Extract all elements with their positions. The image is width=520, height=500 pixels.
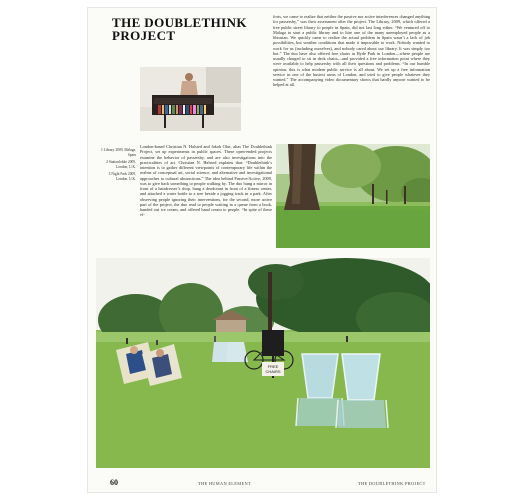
- body-paragraph: forts, we came to realize that neither the passive nor active interferences changed anything for passersby,” was their assessment after the project. The Library, 2009, which offered a free public street library to people in Spain, did not last long either. “We ventured off to Malaga to start a public library and to hire one of the many unemployed people as a librarian. We quickly came to realize the actual problem in Spain wasn’t a lack of job possibilities, but weather conditions that made it impossible to work. Nobody wanted to work for us (including ourselves), and nobody cared about our library. It was simply too hot.” The duo have also offered free chairs in Hyde Park in London—where people are usually charged to sit in deck chairs—and provided a free information point where they were available to help passersby with all their questions and problems. “In our humble opinion, this is what modern public service is all about. We set up a free information service in one of the busiest areas of London, and tried to give people whatever they wanted.” The accompanying video documentary shows that hardly anyone wanted to be helped at all.: [273, 14, 430, 88]
- body-paragraph: London-based Christian N. Halsted and Jakob Ohrt, alias The Doublethink Project, set up experiments in public spaces. These open-ended projects examine the behavior of passersby, and are also investigations into the practicalities of art. Christian N. Halsted explains that: “Doublethink’s intention is to gather different viewpoints of contemporary life within the realms of conceptual art, social science, and alternative and investigational approaches to cultural abstractions.” The idea behind Passive/Active, 2009, was to give back something to people walking by. The duo hung a mirror in front of a hairdresser’s shop, hung a deodorant in front of a fitness center, and attached a water bottle to a tree beside a jogging track in a park. After observing people ignoring their interventions, for the second, more active part of the project, the duo read to people waiting in a queue from a book, handed out ice cream, and offered hand cream to people. “In spite of these ef-: [140, 144, 272, 218]
- free-chairs-photo: [96, 258, 430, 468]
- running-footer-title: THE DOUBLETHINK PROJECT: [358, 481, 426, 486]
- caption-stationlokke: 2 Stationlokke 2009, London, U.K.: [106, 160, 136, 169]
- svg-text:CHAIRS: CHAIRS: [265, 369, 281, 374]
- running-footer-section: THE HUMAN ELEMENT: [198, 481, 251, 486]
- library-photo: [140, 67, 241, 131]
- article-title: THE DOUBLETHINK PROJECT: [112, 15, 247, 43]
- body-column-right: [273, 14, 430, 88]
- page-number: 60: [110, 478, 118, 487]
- photo-captions: [96, 148, 136, 185]
- body-column-middle: [140, 144, 272, 218]
- svg-text:FREE: FREE: [267, 364, 279, 369]
- caption-library: 1 Library 2009, Malaga, Spain: [100, 148, 136, 157]
- park-tree-photo: [276, 144, 430, 248]
- caption-night-park: 3 Night Park 2009, London, U.K.: [108, 172, 136, 181]
